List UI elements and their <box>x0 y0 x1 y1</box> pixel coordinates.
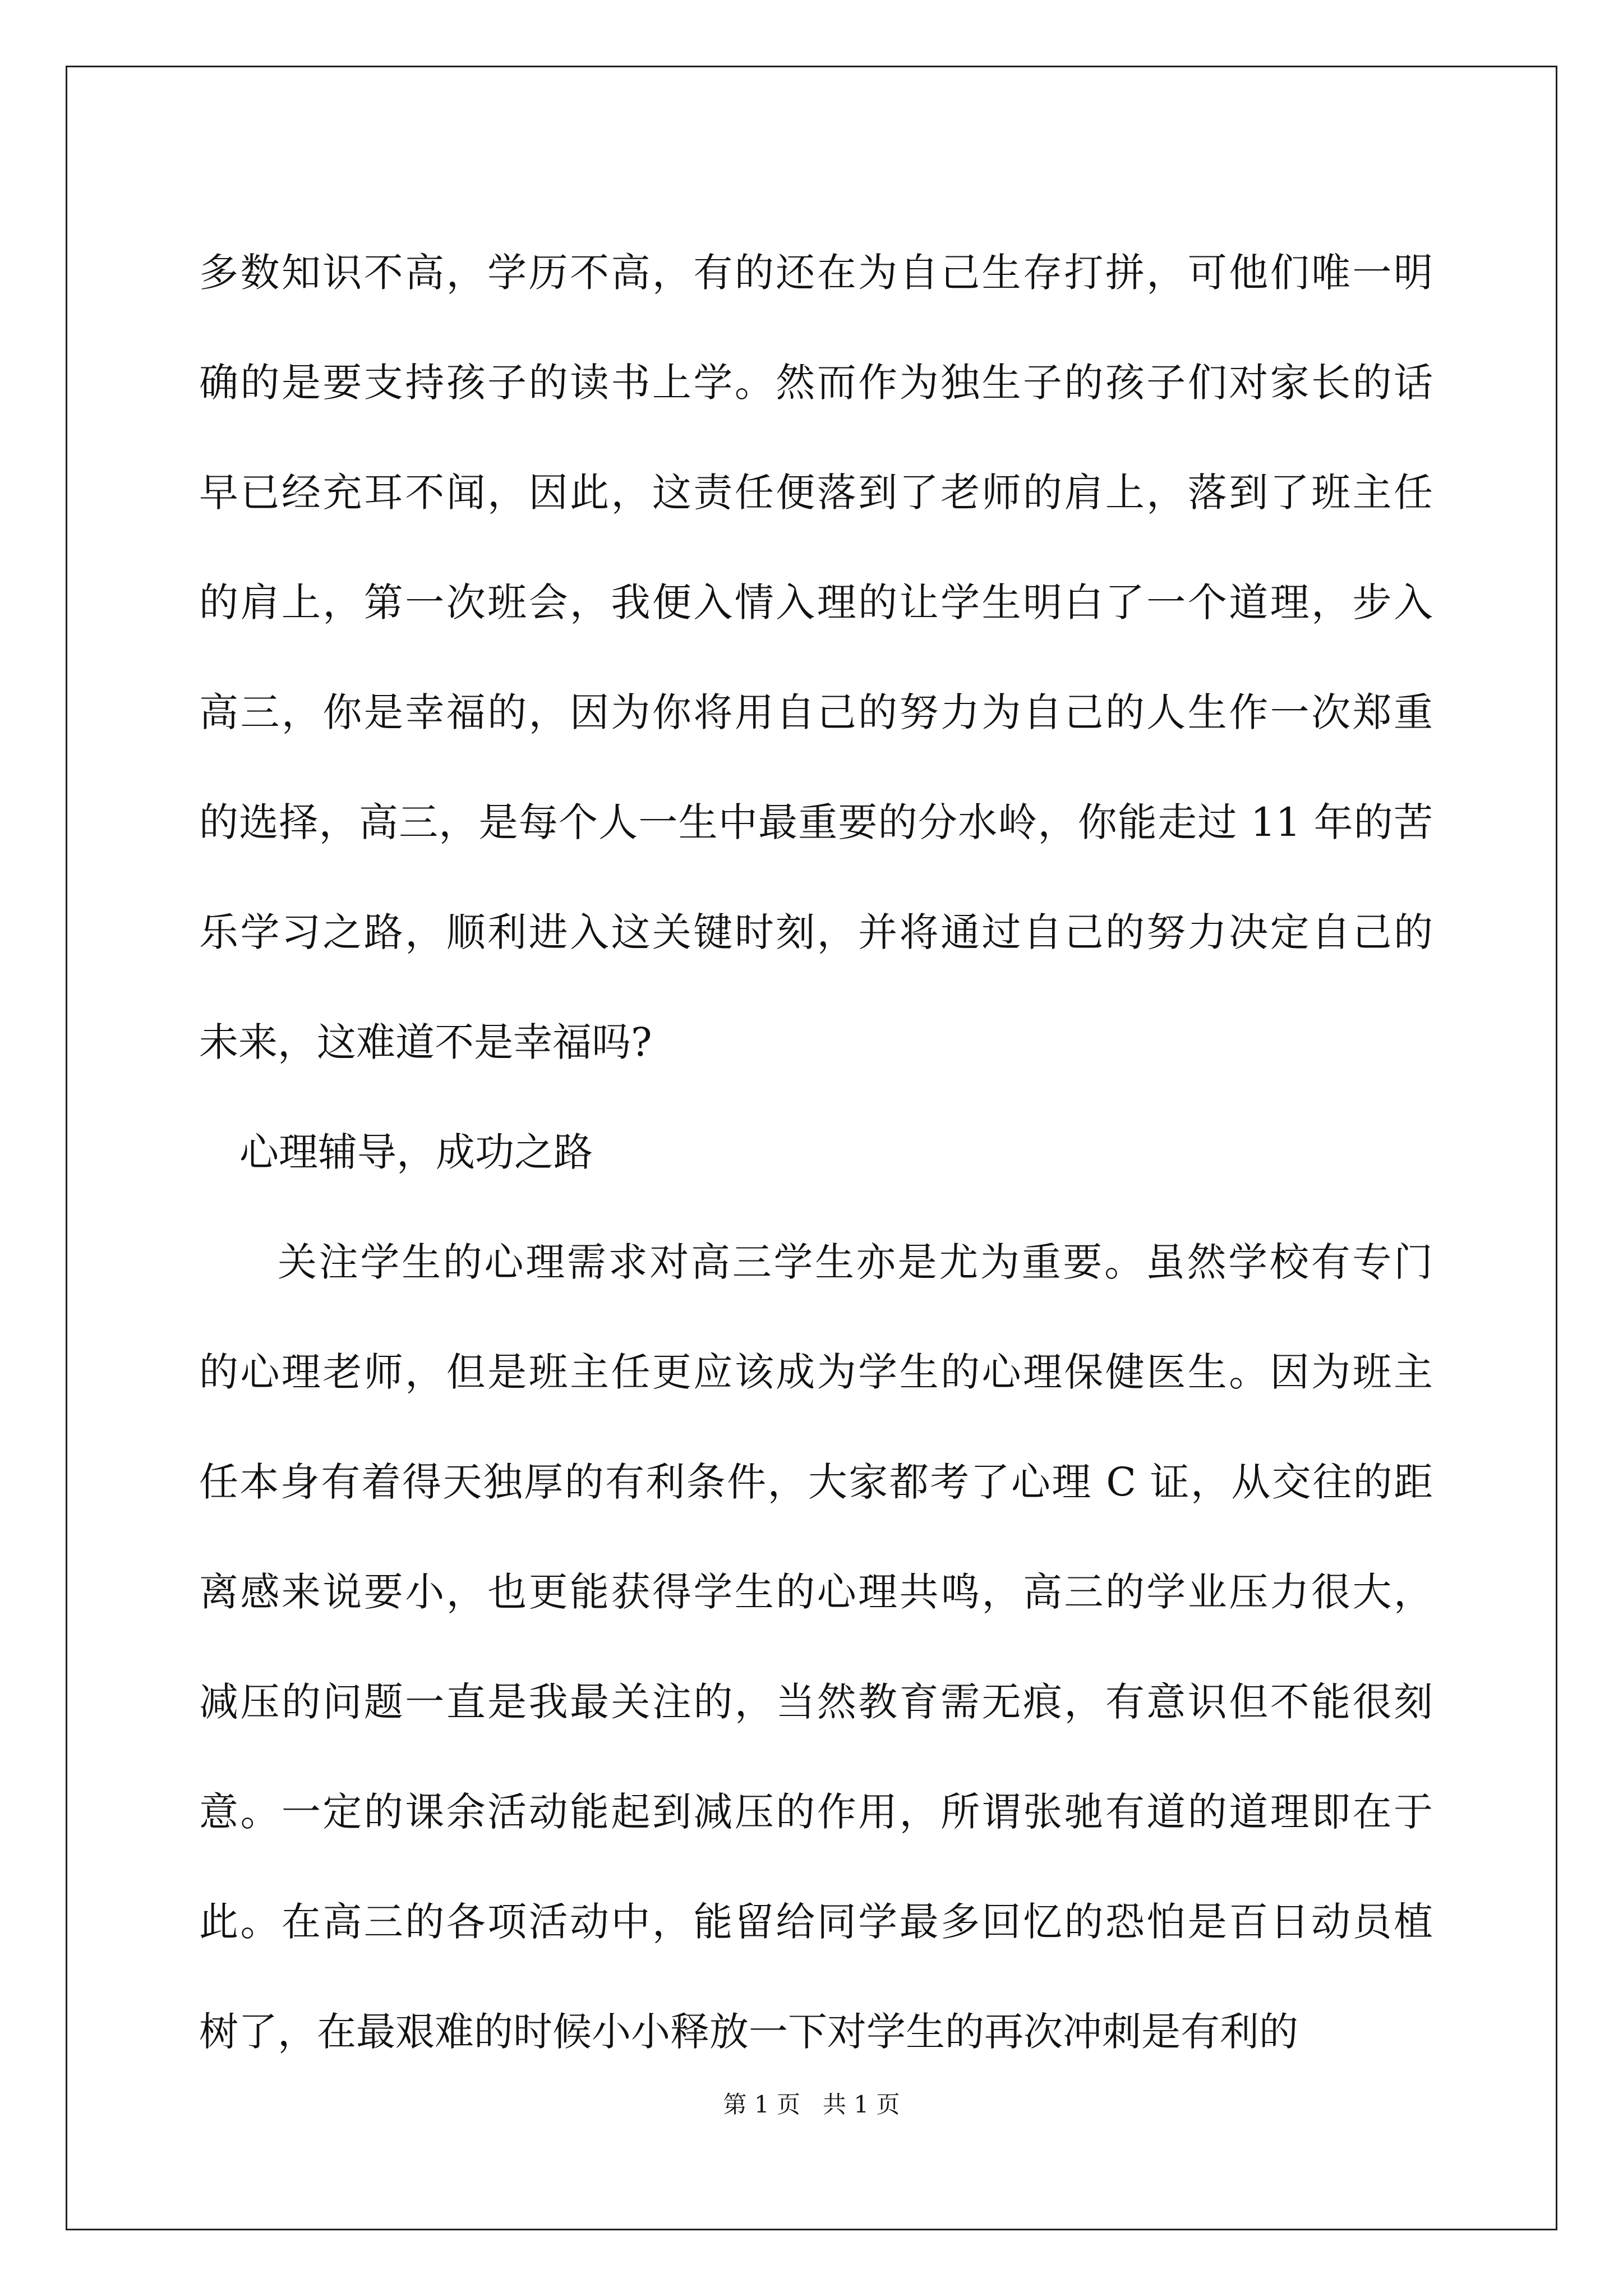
paragraph-line: 高三，你是幸福的，因为你将用自己的努力为自己的人生作一次郑重 <box>199 689 1433 735</box>
paragraph-line: 的选择，高三，是每个人一生中最重要的分水岭，你能走过 11 年的苦 <box>199 799 1433 845</box>
document-body <box>199 218 1433 2087</box>
paragraph-line: 确的是要支持孩子的读书上学。然而作为独生子的孩子们对家长的话 <box>199 360 1433 406</box>
paragraph-line: 减压的问题一直是我最关注的，当然教育需无痕，有意识但不能很刻 <box>199 1679 1433 1725</box>
paragraph-line: 的肩上，第一次班会，我便入情入理的让学生明白了一个道理，步入 <box>199 579 1433 625</box>
section-heading: 心理辅导，成功之路 <box>239 1129 593 1175</box>
paragraph-line: 的心理老师，但是班主任更应该成为学生的心理保健医生。因为班主 <box>199 1349 1433 1395</box>
paragraph-line: 多数知识不高，学历不高，有的还在为自己生存打拼，可他们唯一明 <box>199 250 1433 296</box>
paragraph-line: 早已经充耳不闻，因此，这责任便落到了老师的肩上，落到了班主任 <box>199 470 1433 516</box>
paragraph-line: 意。一定的课余活动能起到减压的作用，所谓张驰有道的道理即在于 <box>199 1789 1433 1835</box>
paragraph-line: 任本身有着得天独厚的有利条件，大家都考了心理 C 证，从交往的距 <box>199 1459 1433 1505</box>
paragraph-line: 树了，在最艰难的时候小小释放一下对学生的再次冲刺是有利的 <box>199 2009 1298 2055</box>
paragraph-line: 此。在高三的各项活动中，能留给同学最多回忆的恐怕是百日动员植 <box>199 1899 1433 1945</box>
paragraph-line: 乐学习之路，顺利进入这关键时刻，并将通过自己的努力决定自己的 <box>199 909 1433 955</box>
paragraph-line: 关注学生的心理需求对高三学生亦是尤为重要。虽然学校有专门 <box>278 1239 1433 1285</box>
paragraph-line: 未来，这难道不是幸福吗? <box>199 1019 652 1065</box>
paragraph-line: 离感来说要小，也更能获得学生的心理共鸣，高三的学业压力很大， <box>199 1569 1433 1615</box>
page-footer: 第 1 页 共 1 页 <box>723 2091 900 2118</box>
